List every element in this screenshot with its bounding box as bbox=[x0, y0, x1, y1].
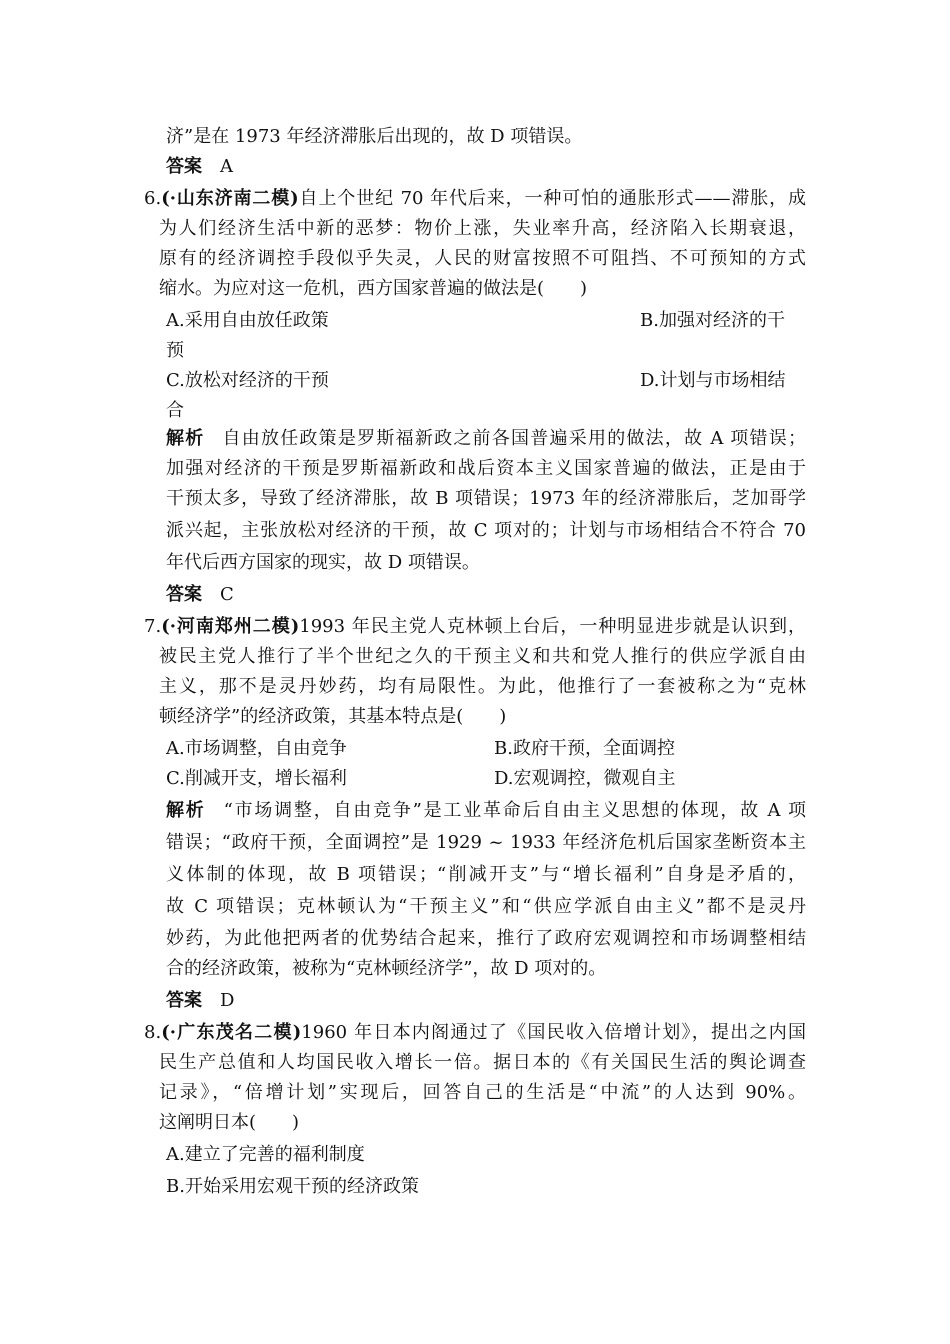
q6-stem-line-3: 原有的经济调控手段似乎失灵，人民的财富按照不可阻挡、不可预知的方式 bbox=[159, 248, 806, 269]
q6-analysis-line-1: 解析 自由放任政策是罗斯福新政之前各国普遍采用的做法，故 A 项错误； bbox=[166, 428, 806, 449]
answer-label: 答案 bbox=[166, 990, 202, 1011]
q5-answer bbox=[166, 152, 233, 182]
q7-analysis-line-6: 合的经济政策，被称为“克林顿经济学”，故 D 项对的。 bbox=[166, 958, 607, 979]
q8-option-a[interactable]: A.建立了完善的福利制度 bbox=[166, 1144, 365, 1165]
q8-stem-line-3: 记录》，“倍增计划”实现后，回答自己的生活是“中流”的人达到 90%。 bbox=[159, 1082, 806, 1103]
q6-answer bbox=[166, 580, 234, 610]
question-number: 6. bbox=[144, 188, 162, 209]
q8-stem-line-1: 8.(·广东茂名二模)1960 年日本内阁通过了《国民收入倍增计划》，提出之内国 bbox=[144, 1022, 806, 1043]
question-number: 8. bbox=[144, 1022, 162, 1043]
q6-analysis-line-5: 年代后西方国家的现实，故 D 项错误。 bbox=[166, 552, 480, 573]
q7-option-b[interactable]: B.政府干预，全面调控 bbox=[494, 738, 675, 759]
q6-stem-line-1: 6.(·山东济南二模)自上个世纪 70 年代后来，一种可怕的通胀形式——滞胀，成 bbox=[144, 188, 806, 209]
q6-analysis-line-3: 干预太多，导致了经济滞胀，故 B 项错误；1973 年的经济滞胀后，芝加哥学 bbox=[166, 488, 806, 509]
question-source: (·广东茂名二模) bbox=[161, 1022, 302, 1043]
q6-option-b-wrap: 预 bbox=[166, 340, 184, 361]
q8-option-b[interactable]: B.开始采用宏观干预的经济政策 bbox=[166, 1176, 419, 1197]
analysis-label: 解析 bbox=[166, 428, 205, 449]
q7-option-a[interactable]: A.市场调整，自由竞争 bbox=[166, 738, 347, 759]
q7-stem-line-4: 顿经济学”的经济政策，其基本特点是( ) bbox=[159, 706, 507, 727]
answer-label: 答案 bbox=[166, 156, 202, 177]
q6-stem-line-2: 为人们经济生活中新的恶梦：物价上涨，失业率升高，经济陷入长期衰退， bbox=[159, 218, 806, 239]
q6-option-b[interactable]: B.加强对经济的干 bbox=[640, 310, 785, 331]
q7-stem-line-3: 主义，那不是灵丹妙药，均有局限性。为此，他推行了一套被称之为“克林 bbox=[159, 676, 806, 697]
answer-label: 答案 bbox=[166, 584, 202, 605]
q7-analysis-line-3: 义体制的体现，故 B 项错误；“削减开支”与“增长福利”自身是矛盾的， bbox=[166, 864, 806, 885]
q7-stem-line-1: 7.(·河南郑州二模)1993 年民主党人克林顿上台后，一种明显进步就是认识到， bbox=[144, 616, 806, 637]
q6-analysis-line-4: 派兴起，主张放松对经济的干预，故 C 项对的；计划与市场相结合不符合 70 bbox=[166, 520, 806, 541]
analysis-label: 解析 bbox=[166, 800, 206, 821]
q7-option-c[interactable]: C.削减开支，增长福利 bbox=[166, 768, 347, 789]
q5-analysis-tail: 济”是在 1973 年经济滞胀后出现的，故 D 项错误。 bbox=[166, 126, 583, 147]
q8-stem-line-4: 这阐明日本( ) bbox=[159, 1112, 300, 1133]
q7-answer bbox=[166, 986, 234, 1016]
question-source: (·河南郑州二模) bbox=[161, 616, 300, 637]
answer-value: D bbox=[220, 990, 235, 1011]
q7-stem-line-2: 被民主党人推行了半个世纪之久的干预主义和共和党人推行的供应学派自由 bbox=[159, 646, 806, 667]
question-number: 7. bbox=[144, 616, 162, 637]
question-source: (·山东济南二模) bbox=[161, 188, 299, 209]
q6-stem-line-4: 缩水。为应对这一危机，西方国家普遍的做法是( ) bbox=[159, 278, 588, 299]
q6-option-d[interactable]: D.计划与市场相结 bbox=[640, 370, 786, 391]
q6-option-d-wrap: 合 bbox=[166, 400, 184, 421]
answer-value: A bbox=[220, 156, 233, 177]
q7-analysis-line-2: 错误；“政府干预，全面调控”是 1929 ~ 1933 年经济危机后国家垄断资本主 bbox=[166, 832, 806, 853]
q7-option-d[interactable]: D.宏观调控，微观自主 bbox=[494, 768, 676, 789]
q7-analysis-line-5: 妙药，为此他把两者的优势结合起来，推行了政府宏观调控和市场调整相结 bbox=[166, 928, 806, 949]
q6-analysis-line-2: 加强对经济的干预是罗斯福新政和战后资本主义国家普遍的做法，正是由于 bbox=[166, 458, 806, 479]
q8-stem-line-2: 民生产总值和人均国民收入增长一倍。据日本的《有关国民生活的舆论调查 bbox=[159, 1052, 806, 1073]
q7-analysis-line-4: 故 C 项错误；克林顿认为“干预主义”和“供应学派自由主义”都不是灵丹 bbox=[166, 896, 806, 917]
q7-analysis-line-1: 解析 “市场调整，自由竞争”是工业革命后自由主义思想的体现，故 A 项 bbox=[166, 800, 807, 821]
q6-option-a[interactable]: A.采用自由放任政策 bbox=[166, 310, 329, 331]
q6-option-c[interactable]: C.放松对经济的干预 bbox=[166, 370, 329, 391]
answer-value: C bbox=[220, 584, 234, 605]
